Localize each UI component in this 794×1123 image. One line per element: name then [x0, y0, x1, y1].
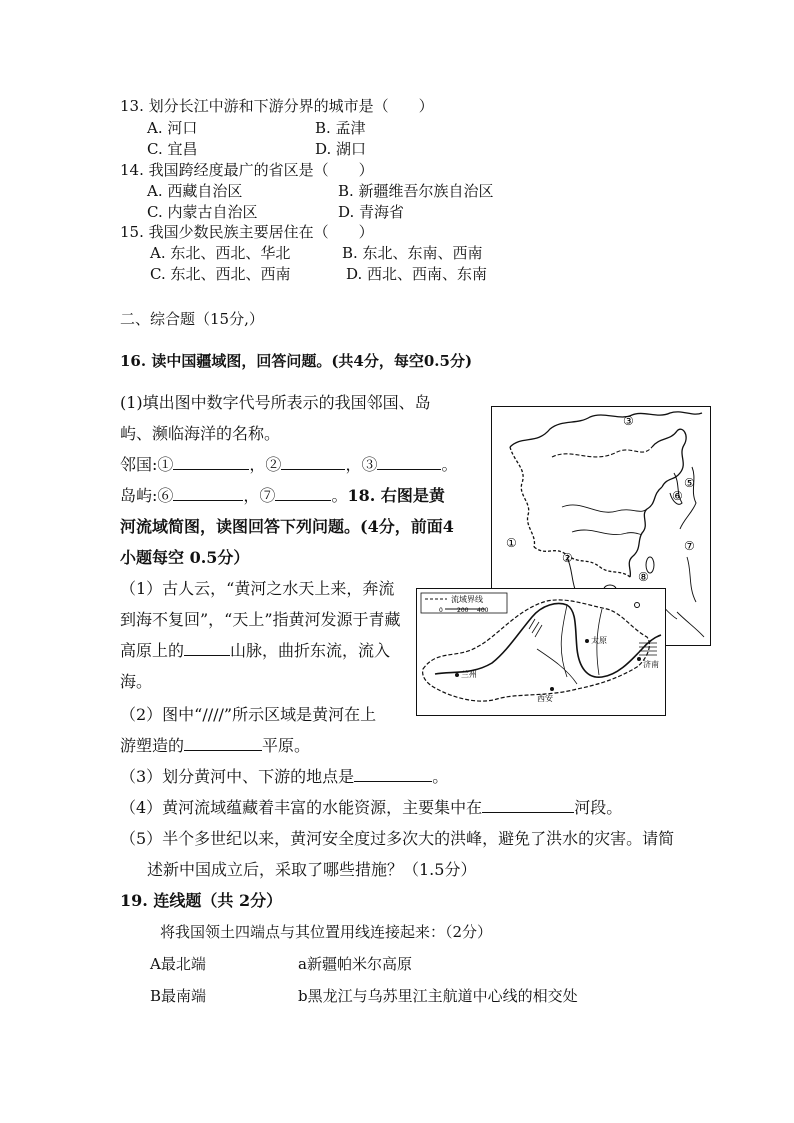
jinan-dot — [637, 657, 641, 661]
northeast-border — [652, 429, 686, 487]
hydropower-blank[interactable] — [482, 798, 574, 813]
city-lanzhou: 兰州 — [461, 670, 477, 679]
q19-item-a: A最北端 — [150, 955, 206, 973]
neighbors-label: 邻国: — [120, 455, 158, 474]
q14-option-b: B. 新疆维吾尔族自治区 — [338, 182, 494, 200]
yellow-river — [435, 604, 661, 678]
q15-option-b: B. 东北、东南、西南 — [342, 244, 483, 262]
map-marker-2: ② — [562, 551, 573, 565]
q16-p1-line1: (1)填出图中数字代号所表示的我国邻国、岛 — [120, 393, 431, 412]
q16-neighbors-line — [120, 455, 457, 475]
river-line — [572, 530, 642, 535]
q16-title: 16. 读中国疆域图，回答问题。(共4分，每空0.5分) — [120, 352, 473, 370]
neighbor-3-blank[interactable] — [377, 455, 441, 470]
neighbor-1-marker: ① — [157, 455, 174, 474]
q19-title: 19. 连线题（共 2分） — [120, 891, 283, 910]
neighbor-3-marker: ，③ — [345, 455, 378, 474]
q14-option-a: A. 西藏自治区 — [147, 182, 243, 200]
q18-s3-end: 。 — [432, 767, 449, 786]
q18-s1-line4: 海。 — [120, 672, 153, 691]
q16-islands-line — [120, 486, 445, 506]
q18-s5-line2: 述新中国成立后，采取了哪些措施？（1.5分） — [147, 860, 477, 879]
q19-target-a: a新疆帕米尔高原 — [298, 955, 412, 973]
lanzhou-dot — [455, 673, 459, 677]
china-south-border — [534, 547, 630, 577]
map-marker-8: ⑧ — [638, 570, 649, 584]
q18-title-line2: 河流域简图，读图回答下列问题。(4分，前面4 — [120, 517, 454, 536]
divide-point-blank[interactable] — [354, 767, 432, 782]
city-dot — [635, 603, 640, 608]
q15-option-c: C. 东北、西北、西南 — [150, 265, 291, 283]
river-line — [562, 505, 647, 512]
yellow-river-map-svg — [417, 589, 665, 715]
plain-blank[interactable] — [184, 736, 262, 751]
neighbor-2-marker: ，② — [249, 455, 282, 474]
q18-s1-line2: 到海不复回”，“天上”指黄河发源于青藏 — [120, 610, 401, 629]
map-marker-7: ⑦ — [684, 539, 695, 553]
q14-option-d: D. 青海省 — [338, 203, 405, 221]
yellow-river-map — [416, 588, 666, 716]
q18-s4-end: 河段。 — [574, 798, 623, 817]
q18-title-line3: 小题每空 0.5分） — [120, 548, 250, 567]
taiyuan-dot — [585, 639, 589, 643]
q15-option-d: D. 西北、西南、东南 — [346, 265, 488, 283]
map-marker-6: ⑥ — [672, 489, 683, 503]
islands-end: 。 — [331, 486, 348, 505]
city-jinan: 济南 — [643, 660, 659, 669]
q18-s1-line3-start: 高原上的 — [120, 641, 185, 660]
city-xian: 西安 — [537, 694, 553, 703]
xian-dot — [550, 687, 554, 691]
q19-target-b: b黑龙江与乌苏里江主航道中心线的相交处 — [298, 987, 578, 1005]
q13-option-a: A. 河口 — [147, 119, 198, 137]
q13-option-d: D. 湖口 — [315, 140, 367, 158]
island-7-blank[interactable] — [275, 486, 331, 501]
q15-stem: 15. 我国少数民族主要居住在（ ） — [120, 223, 374, 241]
q18-s3 — [120, 767, 448, 787]
q18-title-start: 18. 右图是黄 — [347, 486, 445, 505]
q14-option-c: C. 内蒙古自治区 — [147, 203, 258, 221]
city-taiyuan: 太原 — [591, 636, 607, 645]
legend-label: 流域界线 — [451, 595, 483, 604]
q18-s2-line2 — [120, 736, 310, 756]
china-north-border — [510, 412, 702, 447]
q18-s1-line3-end: 山脉，曲折东流，流入 — [230, 641, 391, 660]
mongolia-border — [552, 447, 652, 457]
q13-option-b: B. 孟津 — [315, 119, 366, 137]
neighbors-end: 。 — [441, 455, 458, 474]
china-west-border — [510, 447, 534, 547]
q18-s1-line1: （1）古人云，“黄河之水天上来，奔流 — [120, 579, 395, 598]
q13-option-c: C. 宜昌 — [147, 140, 198, 158]
q18-s2-line2-end: 平原。 — [262, 736, 311, 755]
scale-0: 0 — [439, 607, 443, 614]
island-6-blank[interactable] — [173, 486, 243, 501]
q13-stem: 13. 划分长江中游和下游分界的城市是（ ） — [120, 97, 434, 115]
q18-s2-line2-start: 游塑造的 — [120, 736, 185, 755]
q14-stem: 14. 我国跨经度最广的省区是（ ） — [120, 161, 374, 179]
scale-400: 400 — [477, 607, 489, 614]
q18-s1-line3 — [120, 641, 390, 661]
q18-s5-line1: （5）半个多世纪以来，黄河安全度过多次大的洪峰，避免了洪水的灾害。请简 — [120, 829, 675, 848]
basin-boundary — [423, 600, 650, 701]
q18-s3-text: （3）划分黄河中、下游的地点是 — [120, 767, 355, 786]
q19-item-b: B最南端 — [150, 987, 207, 1005]
islands-label: 岛屿: — [120, 486, 158, 505]
map-marker-1: ① — [506, 536, 517, 550]
q18-s4 — [120, 798, 622, 818]
island-7-marker: ，⑦ — [243, 486, 276, 505]
q18-s4-text: （4）黄河流域蕴藏着丰富的水能资源，主要集中在 — [120, 798, 483, 817]
q15-option-a: A. 东北、西北、华北 — [150, 244, 291, 262]
neighbor-1-blank[interactable] — [173, 455, 249, 470]
neighbor-2-blank[interactable] — [281, 455, 345, 470]
mountain-blank[interactable] — [184, 641, 230, 656]
scale-200: 200 — [457, 607, 469, 614]
map-marker-3: ③ — [623, 414, 634, 428]
q19-instruction: 将我国领土四端点与其位置用线连接起来：（2分） — [160, 923, 493, 941]
island-6-marker: ⑥ — [157, 486, 174, 505]
q16-p1-line2: 屿、濒临海洋的名称。 — [120, 424, 281, 443]
map-marker-5: ⑤ — [684, 476, 695, 490]
hatched-plain — [529, 619, 542, 637]
q18-s2-line1: （2）图中“////”所示区域是黄河在上 — [120, 705, 377, 724]
section-title: 二、综合题（15分,） — [120, 310, 264, 328]
